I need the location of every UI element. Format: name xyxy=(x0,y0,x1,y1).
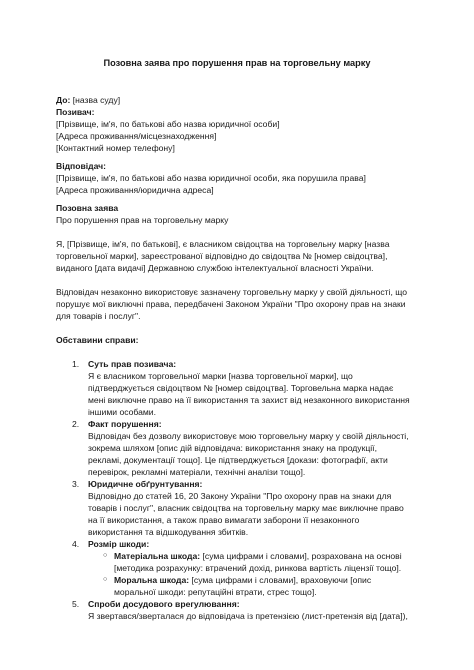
claim-subject: Про порушення прав на торговельну марку xyxy=(56,215,229,225)
intro-line: торговельної марки], зареєстрованої відповідно до свідоцтва № [номер свідоцтва], xyxy=(56,251,388,261)
violation-line: порушує мої виключні права, передбачені Законом України "Про охорону прав на знаки xyxy=(56,299,406,309)
item-line: зокрема шляхом [опис дій відповідача: використання знаку на продукції, xyxy=(88,443,377,453)
court-label: До: xyxy=(56,95,71,105)
damage-item xyxy=(88,550,424,574)
intro-paragraph xyxy=(56,238,424,274)
intro-line: Я, [Прізвище, ім'я, по батькові], є власником свідоцтва на торговельну марку [назва xyxy=(56,239,390,249)
item-line: підтверджується свідоцтвом № [номер свідоцтва]. Торговельна марка надає xyxy=(88,383,394,393)
court-value: [назва суду] xyxy=(70,95,121,105)
violation-paragraph xyxy=(56,286,424,322)
item-line: Відповідно до статей 16, 20 Закону України "Про охорону прав на знаки для xyxy=(88,491,392,501)
item-line: перевірок, рекламні матеріали, технічні аналізи тощо]. xyxy=(88,467,306,477)
item-title: Спроби досудового врегулювання: xyxy=(88,599,240,609)
damage-list xyxy=(88,550,424,598)
circumstances-label: Обставини справи: xyxy=(56,335,139,345)
intro-line: виданого [дата видачі] Державною службою інтелектуальної власності України. xyxy=(56,263,374,273)
plaintiff-phone: [Контактний номер телефону] xyxy=(56,143,175,153)
damage-label: Матеріальна шкода: xyxy=(114,551,201,561)
damage-text: моральної шкоди: репутаційні втрати, стрес тощо]. xyxy=(114,587,317,597)
item-title: Суть прав позивача: xyxy=(88,359,177,369)
plaintiff-label: Позивач: xyxy=(56,107,95,117)
defendant-address: [Адреса проживання/юридична адреса] xyxy=(56,185,214,195)
circle-bullet-icon: ○ xyxy=(103,576,108,583)
list-item xyxy=(56,358,424,418)
plaintiff-address: [Адреса проживання/місцезнаходження] xyxy=(56,131,217,141)
item-number: 3. xyxy=(72,479,80,489)
document-body xyxy=(56,94,424,622)
court-line xyxy=(56,94,424,106)
item-number: 4. xyxy=(72,539,80,549)
damage-label: Моральна шкода: xyxy=(114,575,190,585)
plaintiff-name: [Прізвище, ім'я, по батькові або назва юридичної особи] xyxy=(56,119,280,129)
item-title: Юридичне обґрунтування: xyxy=(88,479,203,489)
defendant-label: Відповідач: xyxy=(56,161,107,171)
item-title: Розмір шкоди: xyxy=(88,539,150,549)
circumstances-list xyxy=(56,358,424,622)
circle-bullet-icon: ○ xyxy=(103,552,108,559)
defendant-name: [Прізвище, ім'я, по батькові або назва юридичної особи, яка порушила права] xyxy=(56,173,366,183)
item-line: на її використання, а також право вимагати заборони її незаконного xyxy=(88,515,360,525)
item-line: мені виключне право на її використання та захист від незаконного використання xyxy=(88,395,410,405)
list-item xyxy=(56,538,424,598)
violation-line: для товарів і послуг". xyxy=(56,311,141,321)
item-line: Відповідач без дозволу використовує мою торговельну марку у своїй діяльності, xyxy=(88,431,409,441)
list-item xyxy=(56,418,424,478)
damage-text: [сума цифрами і словами], враховуючи [опис xyxy=(189,575,372,585)
document-title: Позовна заява про порушення прав на торговельну марку xyxy=(103,58,371,68)
list-item xyxy=(56,598,424,622)
item-line: використання та відшкодування збитків. xyxy=(88,527,249,537)
item-line: Я є власником торговельної марки [назва торговельної марки], що xyxy=(88,371,353,381)
violation-line: Відповідач незаконно використовує зазначену торговельну марку у своїй діяльності, що xyxy=(56,287,407,297)
damage-text: [сума цифрами і словами], розрахована на основі xyxy=(200,551,402,561)
item-line: Я звертався/зверталася до відповідача із претензією (лист-претензія від [дата]), xyxy=(88,611,408,621)
item-number: 5. xyxy=(72,599,80,609)
list-item xyxy=(56,478,424,538)
item-title: Факт порушення: xyxy=(88,419,162,429)
damage-item xyxy=(88,574,424,598)
damage-text: [методика розрахунку: втрачений дохід, ринкова вартість ліцензії тощо]. xyxy=(114,563,402,573)
item-number: 1. xyxy=(72,359,80,369)
item-line: іншими особами. xyxy=(88,407,156,417)
item-line: товарів і послуг", власник свідоцтва на торговельну марку має виключне право xyxy=(88,503,404,513)
item-number: 2. xyxy=(72,419,80,429)
item-line: рекламі, документації тощо]. Це підтверджується [докази: фотографії, акти xyxy=(88,455,388,465)
claim-label: Позовна заява xyxy=(56,203,119,213)
